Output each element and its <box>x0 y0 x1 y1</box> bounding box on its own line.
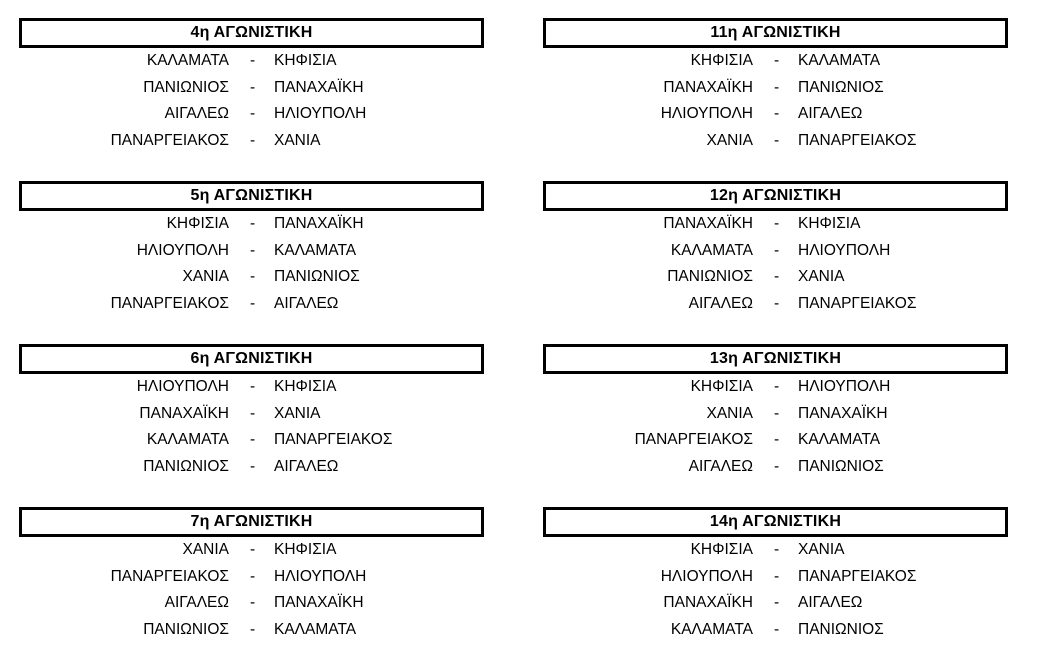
away-team: ΚΗΦΙΣΙΑ <box>274 52 337 69</box>
away-team: ΧΑΝΙΑ <box>798 541 845 558</box>
away-team: ΗΛΙΟΥΠΟΛΗ <box>798 378 891 395</box>
match-row <box>543 374 1008 401</box>
match-separator: - <box>250 404 256 422</box>
match-row <box>19 291 484 318</box>
round-title: 12η ΑΓΩΝΙΣΤΙΚΗ <box>543 181 1008 211</box>
round-block <box>19 507 484 643</box>
match-row <box>19 128 484 155</box>
home-team: ΧΑΝΙΑ <box>706 404 753 422</box>
home-team: ΠΑΝΑΡΓΕΙΑΚΟΣ <box>634 431 753 449</box>
match-separator: - <box>774 78 780 96</box>
match-row <box>543 401 1008 428</box>
home-team: ΠΑΝΑΧΑΪΚΗ <box>139 404 229 422</box>
home-team: ΧΑΝΙΑ <box>182 268 229 286</box>
away-team: ΠΑΝΑΧΑΪΚΗ <box>274 594 364 612</box>
home-team: ΚΑΛΑΜΑΤΑ <box>146 52 229 69</box>
match-separator: - <box>774 105 780 123</box>
match-separator: - <box>774 241 780 259</box>
home-team: ΗΛΙΟΥΠΟΛΗ <box>136 241 229 259</box>
match-separator: - <box>774 131 780 149</box>
home-team: ΠΑΝΙΩΝΙΟΣ <box>143 457 229 475</box>
match-row <box>543 128 1008 155</box>
match-separator: - <box>250 620 256 638</box>
match-row <box>19 75 484 102</box>
round-title: 6η ΑΓΩΝΙΣΤΙΚΗ <box>19 344 484 374</box>
round-block <box>543 344 1008 480</box>
away-team: ΚΗΦΙΣΙΑ <box>798 215 861 232</box>
match-row <box>543 291 1008 318</box>
away-team: ΗΛΙΟΥΠΟΛΗ <box>798 241 891 259</box>
match-row <box>543 264 1008 291</box>
home-team: ΚΗΦΙΣΙΑ <box>690 378 753 395</box>
away-team: ΚΑΛΑΜΑΤΑ <box>274 241 357 259</box>
match-row <box>543 211 1008 238</box>
away-team: ΑΙΓΑΛΕΩ <box>798 594 863 612</box>
home-team: ΗΛΙΟΥΠΟΛΗ <box>660 105 753 123</box>
match-separator: - <box>774 431 780 449</box>
match-separator: - <box>250 294 256 312</box>
round-block <box>543 18 1008 154</box>
away-team: ΑΙΓΑΛΕΩ <box>274 457 339 475</box>
match-row <box>19 401 484 428</box>
away-team: ΠΑΝΑΧΑΪΚΗ <box>274 78 364 96</box>
match-row <box>19 238 484 265</box>
match-row <box>19 374 484 401</box>
away-team: ΗΛΙΟΥΠΟΛΗ <box>274 567 367 585</box>
away-team: ΧΑΝΙΑ <box>798 268 845 286</box>
match-row <box>543 454 1008 481</box>
home-team: ΑΙΓΑΛΕΩ <box>688 457 753 475</box>
match-separator: - <box>774 378 780 395</box>
away-team: ΠΑΝΑΡΓΕΙΑΚΟΣ <box>798 567 917 585</box>
match-separator: - <box>774 268 780 286</box>
match-separator: - <box>250 215 256 232</box>
match-row <box>543 617 1008 644</box>
round-title: 5η ΑΓΩΝΙΣΤΙΚΗ <box>19 181 484 211</box>
match-separator: - <box>774 457 780 475</box>
match-row <box>19 211 484 238</box>
home-team: ΠΑΝΑΧΑΪΚΗ <box>663 78 753 96</box>
away-team: ΠΑΝΑΡΓΕΙΑΚΟΣ <box>798 294 917 312</box>
match-row <box>543 75 1008 102</box>
home-team: ΑΙΓΑΛΕΩ <box>164 594 229 612</box>
round-title: 13η ΑΓΩΝΙΣΤΙΚΗ <box>543 344 1008 374</box>
match-row <box>543 48 1008 75</box>
match-separator: - <box>250 541 256 558</box>
home-team: ΧΑΝΙΑ <box>706 131 753 149</box>
match-separator: - <box>250 431 256 449</box>
match-separator: - <box>250 378 256 395</box>
away-team: ΑΙΓΑΛΕΩ <box>798 105 863 123</box>
match-row <box>19 537 484 564</box>
home-team: ΚΗΦΙΣΙΑ <box>690 541 753 558</box>
match-separator: - <box>250 567 256 585</box>
match-separator: - <box>774 215 780 232</box>
match-row <box>543 564 1008 591</box>
match-separator: - <box>250 268 256 286</box>
home-team: ΚΑΛΑΜΑΤΑ <box>146 431 229 449</box>
away-team: ΠΑΝΙΩΝΙΟΣ <box>274 268 360 286</box>
home-team: ΠΑΝΑΡΓΕΙΑΚΟΣ <box>110 567 229 585</box>
match-separator: - <box>774 620 780 638</box>
home-team: ΠΑΝΑΡΓΕΙΑΚΟΣ <box>110 294 229 312</box>
match-separator: - <box>250 457 256 475</box>
home-team: ΗΛΙΟΥΠΟΛΗ <box>136 378 229 395</box>
match-row <box>19 264 484 291</box>
away-team: ΚΗΦΙΣΙΑ <box>274 378 337 395</box>
home-team: ΧΑΝΙΑ <box>182 541 229 558</box>
away-team: ΚΗΦΙΣΙΑ <box>274 541 337 558</box>
match-row <box>19 454 484 481</box>
away-team: ΚΑΛΑΜΑΤΑ <box>798 52 881 69</box>
round-title: 4η ΑΓΩΝΙΣΤΙΚΗ <box>19 18 484 48</box>
home-team: ΑΙΓΑΛΕΩ <box>688 294 753 312</box>
home-team: ΠΑΝΙΩΝΙΟΣ <box>143 620 229 638</box>
away-team: ΚΑΛΑΜΑΤΑ <box>798 431 881 449</box>
match-separator: - <box>250 78 256 96</box>
home-team: ΚΑΛΑΜΑΤΑ <box>670 620 753 638</box>
match-separator: - <box>774 541 780 558</box>
round-title: 11η ΑΓΩΝΙΣΤΙΚΗ <box>543 18 1008 48</box>
home-team: ΠΑΝΙΩΝΙΟΣ <box>667 268 753 286</box>
away-team: ΠΑΝΑΡΓΕΙΑΚΟΣ <box>798 131 917 149</box>
match-separator: - <box>250 594 256 612</box>
home-team: ΠΑΝΑΧΑΪΚΗ <box>663 215 753 232</box>
match-separator: - <box>774 294 780 312</box>
home-team: ΠΑΝΑΡΓΕΙΑΚΟΣ <box>110 131 229 149</box>
match-row <box>543 238 1008 265</box>
away-team: ΚΑΛΑΜΑΤΑ <box>274 620 357 638</box>
match-row <box>19 48 484 75</box>
away-team: ΑΙΓΑΛΕΩ <box>274 294 339 312</box>
match-separator: - <box>774 594 780 612</box>
away-team: ΠΑΝΙΩΝΙΟΣ <box>798 78 884 96</box>
home-team: ΚΗΦΙΣΙΑ <box>690 52 753 69</box>
match-separator: - <box>250 52 256 69</box>
away-team: ΠΑΝΑΧΑΪΚΗ <box>274 215 364 232</box>
round-block <box>19 181 484 317</box>
match-row <box>543 101 1008 128</box>
match-row <box>543 427 1008 454</box>
match-row <box>543 590 1008 617</box>
match-separator: - <box>250 131 256 149</box>
match-row <box>19 617 484 644</box>
away-team: ΠΑΝΑΡΓΕΙΑΚΟΣ <box>274 431 393 449</box>
match-separator: - <box>774 567 780 585</box>
match-row <box>19 101 484 128</box>
home-team: ΠΑΝΙΩΝΙΟΣ <box>143 78 229 96</box>
home-team: ΚΗΦΙΣΙΑ <box>166 215 229 232</box>
match-row <box>19 427 484 454</box>
match-separator: - <box>774 404 780 422</box>
home-team: ΚΑΛΑΜΑΤΑ <box>670 241 753 259</box>
home-team: ΑΙΓΑΛΕΩ <box>164 105 229 123</box>
match-row <box>543 537 1008 564</box>
match-row <box>19 590 484 617</box>
round-block <box>19 18 484 154</box>
match-separator: - <box>774 52 780 69</box>
away-team: ΧΑΝΙΑ <box>274 404 321 422</box>
away-team: ΠΑΝΙΩΝΙΟΣ <box>798 620 884 638</box>
away-team: ΠΑΝΑΧΑΪΚΗ <box>798 404 888 422</box>
round-block <box>543 181 1008 317</box>
match-separator: - <box>250 241 256 259</box>
round-title: 7η ΑΓΩΝΙΣΤΙΚΗ <box>19 507 484 537</box>
home-team: ΗΛΙΟΥΠΟΛΗ <box>660 567 753 585</box>
away-team: ΧΑΝΙΑ <box>274 131 321 149</box>
round-block <box>19 344 484 480</box>
round-title: 14η ΑΓΩΝΙΣΤΙΚΗ <box>543 507 1008 537</box>
away-team: ΗΛΙΟΥΠΟΛΗ <box>274 105 367 123</box>
match-row <box>19 564 484 591</box>
away-team: ΠΑΝΙΩΝΙΟΣ <box>798 457 884 475</box>
home-team: ΠΑΝΑΧΑΪΚΗ <box>663 594 753 612</box>
round-block <box>543 507 1008 643</box>
match-separator: - <box>250 105 256 123</box>
